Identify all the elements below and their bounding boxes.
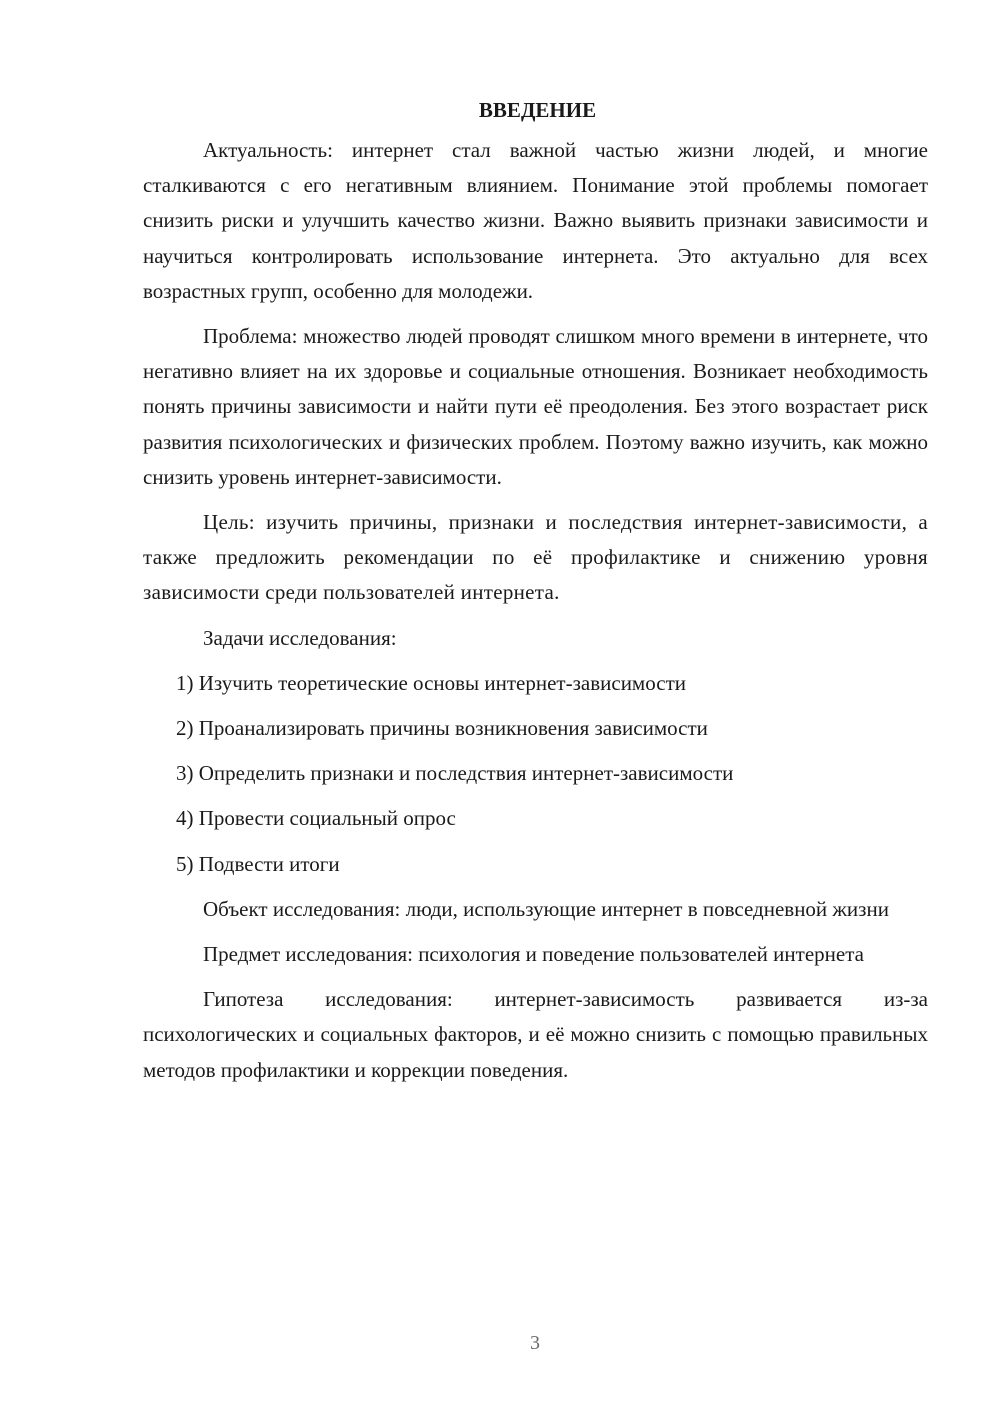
task-item-4: 4) Провести социальный опрос	[176, 806, 456, 831]
goal-paragraph: Цель: изучить причины, признаки и последствия интернет-зависимости, а также предложить рекомендации по её профилактике и снижению уровня зависимости среди пользователей интернета.	[143, 510, 928, 605]
tasks-heading: Задачи исследования:	[203, 625, 397, 650]
tasks-list	[143, 666, 928, 882]
document-page	[143, 92, 928, 1098]
problem-paragraph: Проблема: множество людей проводят слишком много времени в интернете, что негативно влияет на их здоровье и социальные отношения. Возникает необходимость понять причины зависимости и найти пути её преодоления. Без этого возрастает риск развития психологических и физических проблем. Поэтому важно изучить, как можно снизить уровень интернет-зависимости.	[143, 324, 928, 489]
hypothesis-paragraph: Гипотеза исследования: интернет-зависимость развивается из-за психологических и социальных факторов, и её можно снизить с помощью правильных методов профилактики и коррекции поведения.	[143, 987, 928, 1082]
task-item-3: 3) Определить признаки и последствия интернет-зависимости	[176, 761, 734, 786]
relevance-paragraph: Актуальность: интернет стал важной частью жизни людей, и многие сталкиваются с его негативным влиянием. Понимание этой проблемы помогает снизить риски и улучшить качество жизни. Важно выявить признаки зависимости и научиться контролировать использование интернета. Это актуально для всех возрастных групп, особенно для молодежи.	[143, 138, 928, 303]
page-number: 3	[530, 1332, 540, 1354]
task-item-1: 1) Изучить теоретические основы интернет-зависимости	[176, 670, 686, 695]
object-paragraph: Объект исследования: люди, использующие интернет в повседневной жизни	[203, 896, 889, 921]
task-item-2: 2) Проанализировать причины возникновения зависимости	[176, 716, 708, 741]
task-item-5: 5) Подвести итоги	[176, 851, 340, 876]
document-title: ВВЕДЕНИЕ	[478, 98, 597, 122]
subject-paragraph: Предмет исследования: психология и поведение пользователей интернета	[203, 942, 864, 967]
